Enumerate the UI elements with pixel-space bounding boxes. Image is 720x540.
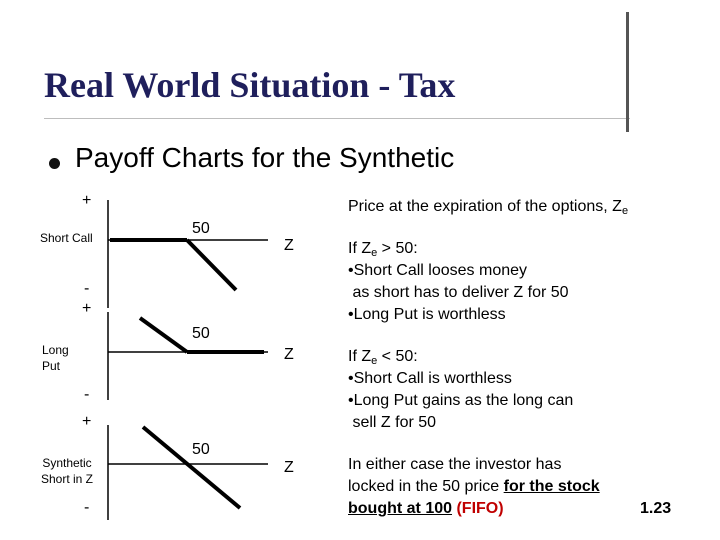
short-call-label: Short Call: [40, 231, 93, 245]
long-put-label: Long Put: [42, 343, 69, 373]
bullet-text: Payoff Charts for the Synthetic: [75, 142, 455, 173]
long-put-plus: +: [82, 300, 92, 317]
case-below-condition: If $Z_e < 50$:: [348, 348, 418, 367]
short-call-axis-label: Z: [284, 237, 294, 254]
case-above-line: as short has to deliver Z for 50: [348, 284, 569, 301]
long-put-chart: [108, 312, 268, 400]
short-call-plus: +: [82, 192, 92, 209]
case-above-line: •Short Call looses money: [348, 262, 528, 279]
conclusion-line: locked in the 50 price for the stock: [348, 478, 600, 495]
conclusion-line: In either case the investor has: [348, 456, 562, 473]
short-call-payoff-line-down: [187, 240, 236, 290]
case-below-strike: [348, 346, 573, 434]
case-below-line: •Short Call is worthless: [348, 370, 512, 387]
synthetic-minus: -: [84, 499, 90, 516]
short-call-minus: -: [84, 280, 90, 297]
case-above-condition: If $Z_e > 50$:: [348, 240, 418, 259]
case-above-line: •Long Put is worthless: [348, 306, 506, 323]
long-put-strike: 50: [192, 325, 210, 342]
conclusion: [348, 454, 600, 520]
page-number: 1.23: [640, 500, 672, 517]
synthetic-label: Synthetic Short in Z: [40, 456, 94, 486]
long-put-axis-label: Z: [284, 346, 294, 363]
synthetic-strike: 50: [192, 441, 210, 458]
conclusion-line: bought at 100 (FIFO): [348, 500, 504, 517]
long-put-payoff-line-down: [140, 318, 187, 352]
synthetic-axis-label: Z: [284, 459, 294, 476]
case-below-line: •Long Put gains as the long can: [348, 392, 574, 409]
synthetic-chart: [108, 425, 268, 520]
case-below-line: sell Z for 50: [348, 414, 437, 431]
short-call-chart: [108, 200, 268, 308]
short-call-strike: 50: [192, 220, 210, 237]
case-above-strike: [348, 238, 569, 326]
synthetic-plus: +: [82, 413, 92, 430]
expiration-price-header: Price at the expiration of the options, $Z_e$: [348, 198, 629, 217]
slide-title: Real World Situation - Tax: [44, 65, 456, 105]
long-put-minus: -: [84, 386, 90, 403]
synthetic-payoff-line: [143, 427, 240, 508]
